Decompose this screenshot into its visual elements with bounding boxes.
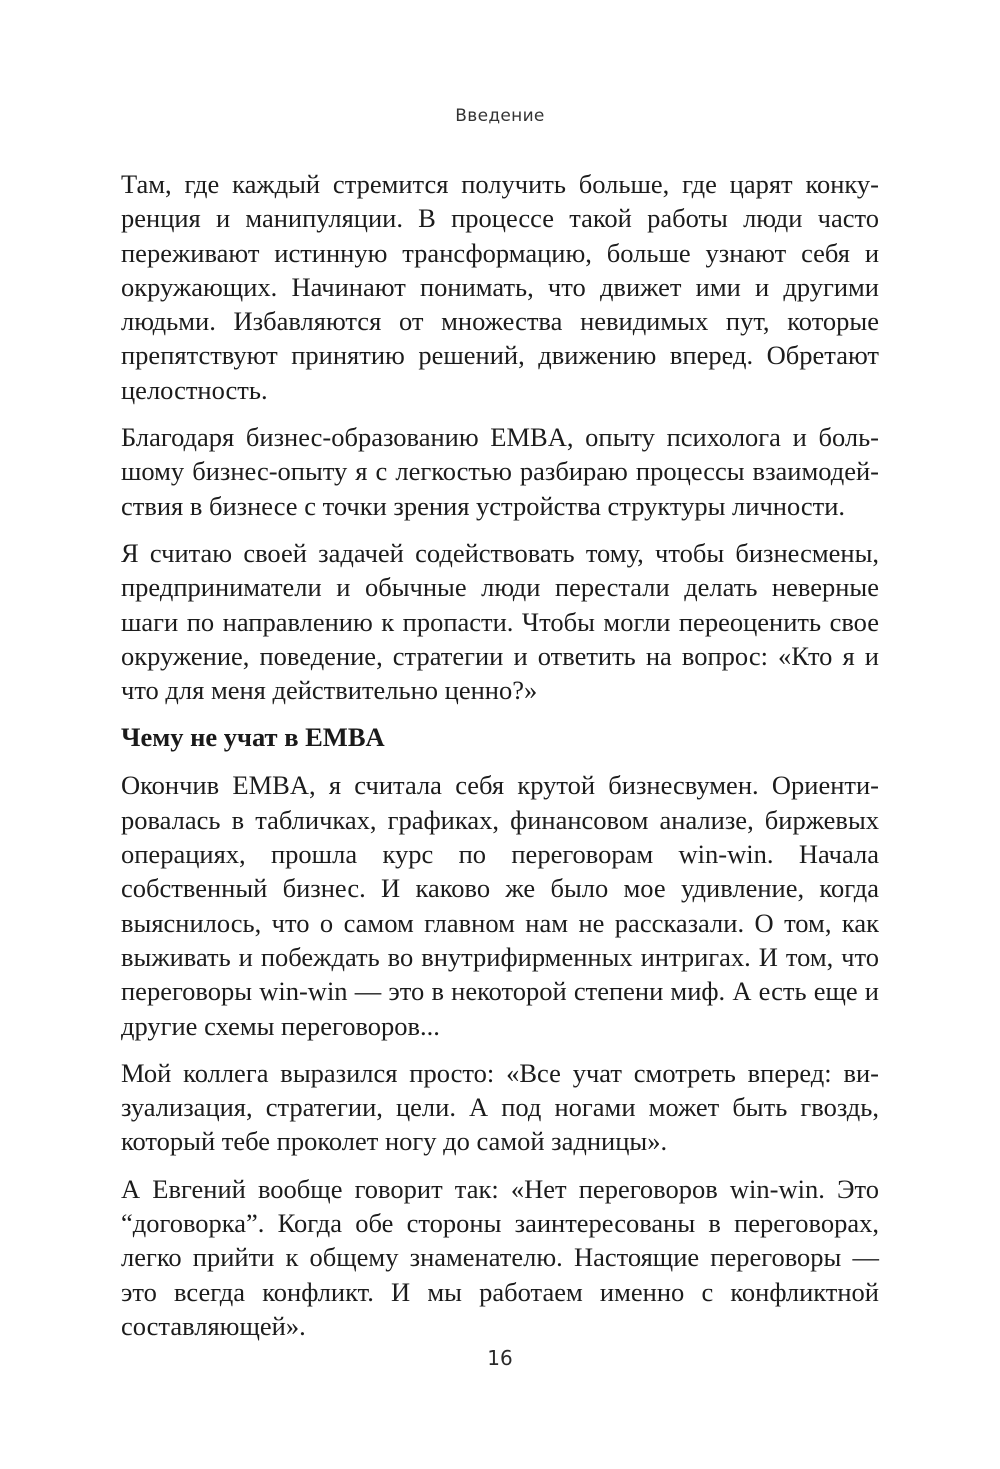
section-heading: Чему не учат в EMBA: [121, 722, 385, 753]
paragraph: А Евгений вообще говорит так: «Нет переговоров win-win. Это “договорка”. Когда обе стороны заинтересованы в переговорах, легко прийти к общему знаменателю. Настоящие переговоры — это всегда конфликт. И мы работаем именно с конфликтной составляющей».: [121, 1173, 879, 1341]
running-head: Введение: [455, 106, 545, 126]
paragraph: Благодаря бизнес-образованию EMBA, опыту психолога и большому бизнес-опыту я с легкостью разбираю процессы взаимодействия в бизнесе с точки зрения устройства структуры личности.: [121, 422, 879, 521]
paragraph: Мой коллега выразился просто: «Все учат смотреть вперед: визуализация, стратегии, цели. А под ногами может быть гвоздь, который тебе проколет ногу до самой задницы».: [121, 1057, 879, 1157]
paragraph: Там, где каждый стремится получить больше, где царят конкуренция и манипуляции. В процессе такой работы люди часто переживают истинную трансформацию, больше узнают себя и окружающих. Начинают понимать, что движет ими и другими людьми. Избавляются от множества невидимых пут, которые препятствуют принятию решений, движению вперед. Обретают целостность.: [121, 169, 879, 405]
body-text: [121, 167, 879, 1356]
paragraph: Я считаю своей задачей содействовать тому, чтобы бизнесмены, предприниматели и обычные люди перестали делать неверные шаги по направлению к пропасти. Чтобы могли переоценить свое окружение, поведение, стратегии и ответить на вопрос: «Кто я и что для меня действительно ценно?»: [121, 537, 879, 706]
page-number: 16: [487, 1346, 513, 1370]
paragraph: Окончив EMBA, я считала себя крутой бизнесвумен. Ориентировалась в табличках, графиках, финансовом анализе, биржевых операциях, прошла курс по переговорам win-win. Начала собственный бизнес. И каково же было мое удивление, когда выяснилось, что о самом главном нам не рассказали. О том, как выживать и побеждать во внутрифирменных интригах. И том, что переговоры win-win — это в некоторой степени миф. А есть еще и другие схемы переговоров...: [121, 770, 879, 1041]
